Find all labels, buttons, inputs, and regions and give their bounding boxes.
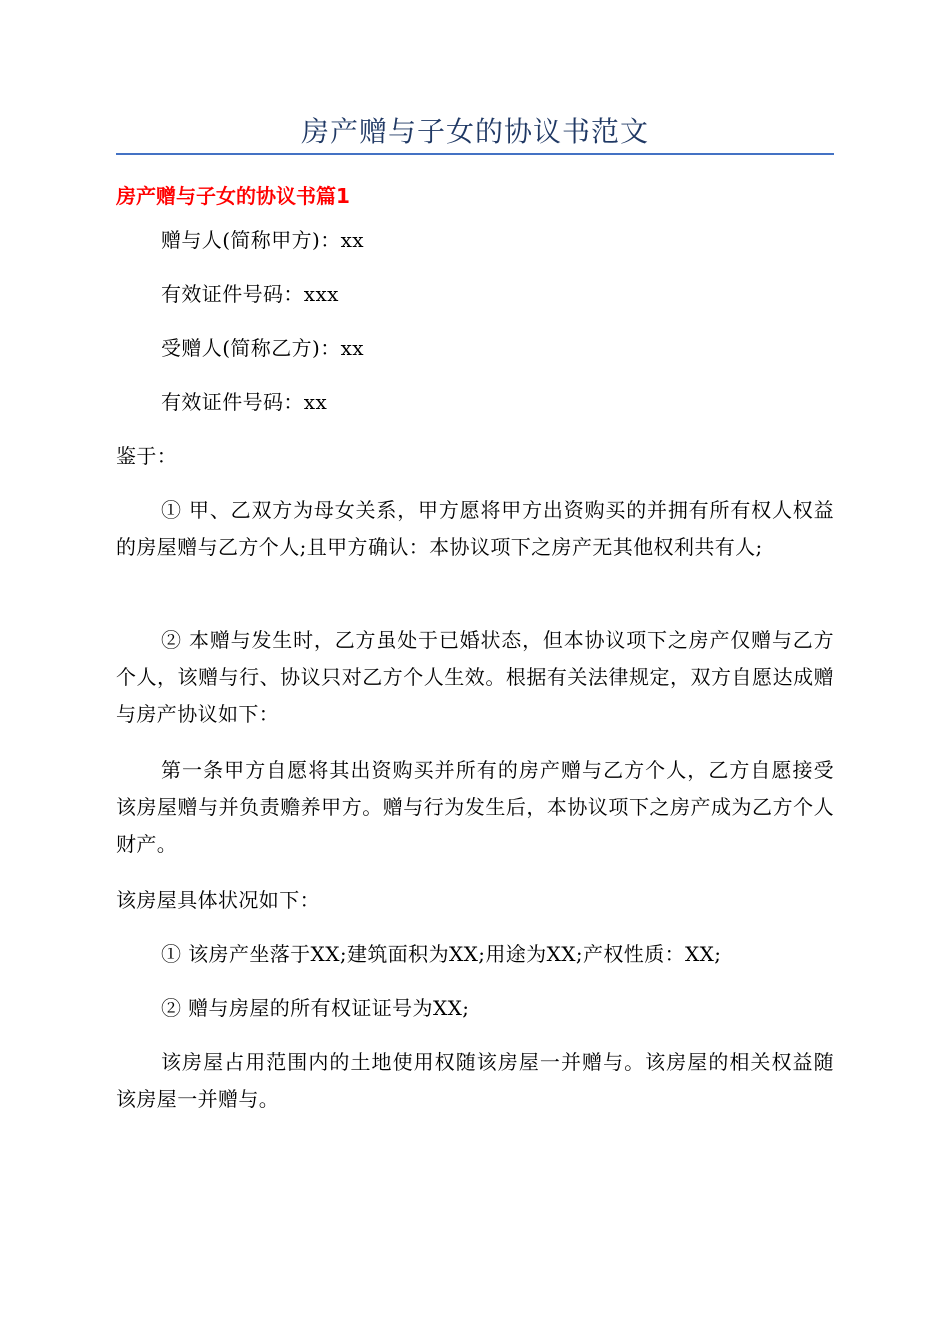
section-heading: 房产赠与子女的协议书篇1 [116,184,350,208]
title-underline-divider [116,153,834,155]
recital-paragraph-1: ① 甲、乙双方为母女关系，甲方愿将甲方出资购买的并拥有所有权人权益的房屋赠与乙方个人;且甲方确认：本协议项下之房产无其他权利共有人; [116,498,834,559]
property-details-label: 该房屋具体状况如下： [116,888,320,912]
property-location-item: ① 该房产坐落于XX;建筑面积为XX;用途为XX;产权性质：XX; [161,942,722,966]
article-one-paragraph: 第一条甲方自愿将其出资购买并所有的房产赠与乙方个人，乙方自愿接受该房屋赠与并负责赡养甲方。赠与行为发生后，本协议项下之房产成为乙方个人财产。 [116,758,834,856]
donee-id-field: 有效证件号码：xx [161,390,328,414]
recital-paragraph-2: ② 本赠与发生时，乙方虽处于已婚状态，但本协议项下之房产仅赠与乙方个人，该赠与行、协议只对乙方个人生效。根据有关法律规定，双方自愿达成赠与房产协议如下： [116,628,834,726]
land-use-paragraph: 该房屋占用范围内的土地使用权随该房屋一并赠与。该房屋的相关权益随该房屋一并赠与。 [116,1050,834,1111]
whereas-label: 鉴于： [116,444,178,468]
donor-field: 赠与人(简称甲方)：xx [161,228,364,252]
donor-id-field: 有效证件号码：xxx [161,282,339,306]
donee-field: 受赠人(简称乙方)：xx [161,336,364,360]
ownership-certificate-item: ② 赠与房屋的所有权证证号为XX; [161,996,470,1020]
document-title: 房产赠与子女的协议书范文 [300,115,649,148]
